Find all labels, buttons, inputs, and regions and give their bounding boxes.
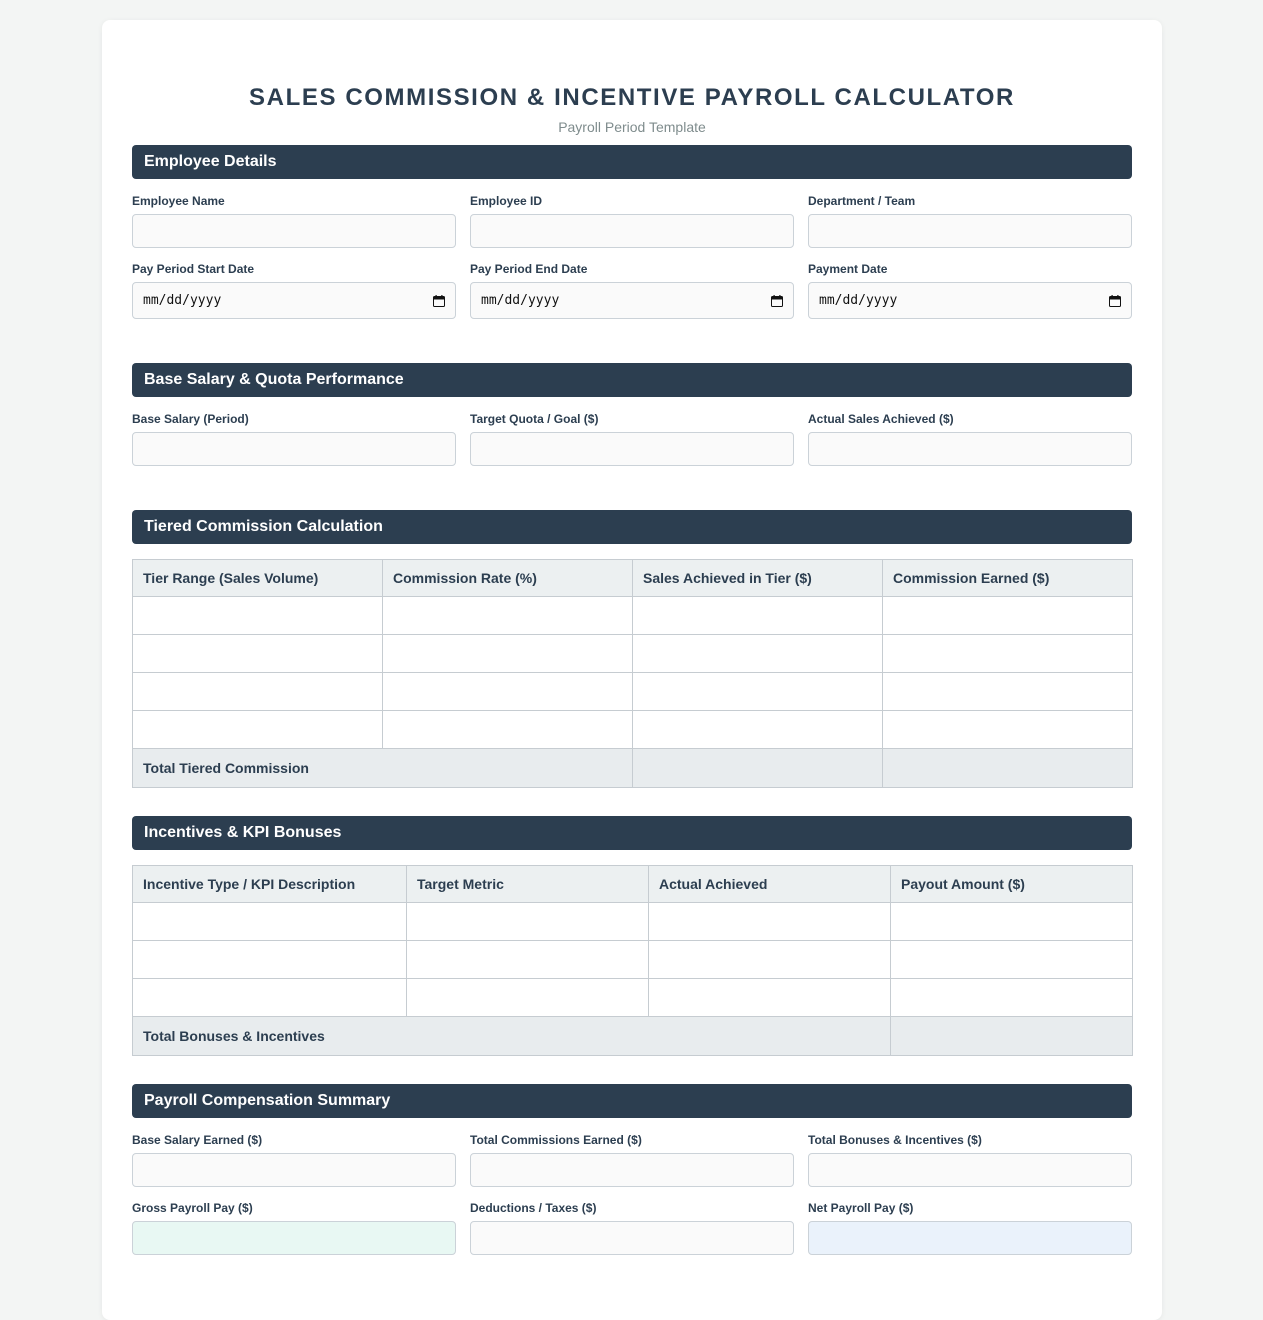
- payment-date-label: Payment Date: [808, 262, 888, 276]
- column-header: Sales Achieved in Tier ($): [633, 560, 883, 597]
- total-row: [133, 1017, 1133, 1056]
- end-date-input[interactable]: [470, 282, 794, 319]
- table-cell[interactable]: [133, 635, 383, 673]
- table-cell[interactable]: [633, 673, 883, 711]
- table-cell[interactable]: [891, 941, 1133, 979]
- table-cell[interactable]: [133, 941, 407, 979]
- net-pay-field: [808, 1201, 1132, 1255]
- start-date-input[interactable]: [132, 282, 456, 319]
- total-bonuses-input[interactable]: [808, 1153, 1132, 1187]
- department-input[interactable]: [808, 214, 1132, 248]
- calculator-card: [102, 20, 1162, 1320]
- gross-pay-label: Gross Payroll Pay ($): [132, 1201, 253, 1215]
- total-bonuses-label: Total Bonuses & Incentives: [133, 1017, 891, 1056]
- table-cell[interactable]: [133, 711, 383, 749]
- table-header-row: [133, 866, 1133, 903]
- deductions-label: Deductions / Taxes ($): [470, 1201, 597, 1215]
- employee-id-label: Employee ID: [470, 194, 543, 208]
- table-cell[interactable]: [383, 635, 633, 673]
- deductions-field: [470, 1201, 794, 1255]
- page-title: SALES COMMISSION & INCENTIVE PAYROLL CALCULATOR: [249, 84, 1015, 111]
- table-cell[interactable]: [407, 979, 649, 1017]
- net-pay-label: Net Payroll Pay ($): [808, 1201, 914, 1215]
- table-row: [133, 941, 1133, 979]
- total-commissions-field: [470, 1133, 794, 1187]
- column-header: Target Metric: [407, 866, 649, 903]
- target-quota-label: Target Quota / Goal ($): [470, 412, 599, 426]
- end-date-placeholder: mm/dd/yyyy: [481, 293, 560, 308]
- table-cell[interactable]: [133, 979, 407, 1017]
- table-row: [133, 903, 1133, 941]
- target-quota-field: [470, 412, 794, 466]
- actual-sales-field: [808, 412, 1132, 466]
- total-tiered-commission-label: Total Tiered Commission: [133, 749, 633, 788]
- end-date-label: Pay Period End Date: [470, 262, 588, 276]
- section-header-employee-details: Employee Details: [132, 145, 1132, 179]
- base-salary-earned-field: [132, 1133, 456, 1187]
- table-cell[interactable]: [383, 673, 633, 711]
- base-salary-earned-input[interactable]: [132, 1153, 456, 1187]
- total-cell[interactable]: [891, 1017, 1133, 1056]
- incentives-table: [132, 865, 1133, 1056]
- section-header-base-salary: Base Salary & Quota Performance: [132, 363, 1132, 397]
- gross-pay-field: [132, 1201, 456, 1255]
- table-cell[interactable]: [383, 597, 633, 635]
- table-cell[interactable]: [383, 711, 633, 749]
- table-cell[interactable]: [891, 903, 1133, 941]
- table-cell[interactable]: [883, 635, 1133, 673]
- table-row: [133, 635, 1133, 673]
- deductions-input[interactable]: [470, 1221, 794, 1255]
- base-salary-field: [132, 412, 456, 466]
- section-header-summary: Payroll Compensation Summary: [132, 1084, 1132, 1118]
- net-pay-input[interactable]: [808, 1221, 1132, 1255]
- table-cell[interactable]: [891, 979, 1133, 1017]
- column-header: Tier Range (Sales Volume): [133, 560, 383, 597]
- table-cell[interactable]: [133, 597, 383, 635]
- table-cell[interactable]: [633, 597, 883, 635]
- column-header: Incentive Type / KPI Description: [133, 866, 407, 903]
- total-bonuses-field: [808, 1133, 1132, 1187]
- table-row: [133, 673, 1133, 711]
- payment-date-field: [808, 262, 1132, 319]
- table-cell[interactable]: [883, 597, 1133, 635]
- total-cell[interactable]: [633, 749, 883, 788]
- base-salary-label: Base Salary (Period): [132, 412, 249, 426]
- column-header: Payout Amount ($): [891, 866, 1133, 903]
- target-quota-input[interactable]: [470, 432, 794, 466]
- table-cell[interactable]: [407, 941, 649, 979]
- table-cell[interactable]: [407, 903, 649, 941]
- table-cell[interactable]: [133, 673, 383, 711]
- table-cell[interactable]: [649, 941, 891, 979]
- start-date-placeholder: mm/dd/yyyy: [143, 293, 222, 308]
- table-cell[interactable]: [883, 711, 1133, 749]
- table-cell[interactable]: [133, 903, 407, 941]
- total-row: [133, 749, 1133, 788]
- employee-id-field: [470, 194, 794, 248]
- total-commissions-input[interactable]: [470, 1153, 794, 1187]
- employee-id-input[interactable]: [470, 214, 794, 248]
- column-header: Commission Earned ($): [883, 560, 1133, 597]
- total-cell[interactable]: [883, 749, 1133, 788]
- column-header: Actual Achieved: [649, 866, 891, 903]
- start-date-label: Pay Period Start Date: [132, 262, 255, 276]
- table-cell[interactable]: [633, 711, 883, 749]
- table-cell[interactable]: [633, 635, 883, 673]
- table-header-row: [133, 560, 1133, 597]
- table-cell[interactable]: [649, 979, 891, 1017]
- calendar-icon[interactable]: [433, 295, 445, 307]
- total-bonuses-field-label: Total Bonuses & Incentives ($): [808, 1133, 982, 1147]
- start-date-field: [132, 262, 456, 319]
- table-row: [133, 597, 1133, 635]
- end-date-field: [470, 262, 794, 319]
- base-salary-earned-label: Base Salary Earned ($): [132, 1133, 263, 1147]
- page-subtitle: Payroll Period Template: [558, 119, 706, 135]
- actual-sales-label: Actual Sales Achieved ($): [808, 412, 954, 426]
- actual-sales-input[interactable]: [808, 432, 1132, 466]
- section-header-tiered-commission: Tiered Commission Calculation: [132, 510, 1132, 544]
- column-header: Commission Rate (%): [383, 560, 633, 597]
- tiered-commission-table: [132, 559, 1133, 788]
- calendar-icon[interactable]: [771, 295, 783, 307]
- table-row: [133, 979, 1133, 1017]
- department-field: [808, 194, 1132, 248]
- payment-date-placeholder: mm/dd/yyyy: [819, 293, 898, 308]
- department-label: Department / Team: [808, 194, 916, 208]
- table-row: [133, 711, 1133, 749]
- table-cell[interactable]: [883, 673, 1133, 711]
- employee-name-field: [132, 194, 456, 248]
- base-salary-input[interactable]: [132, 432, 456, 466]
- employee-name-input[interactable]: [132, 214, 456, 248]
- calendar-icon[interactable]: [1109, 295, 1121, 307]
- section-header-incentives: Incentives & KPI Bonuses: [132, 816, 1132, 850]
- payment-date-input[interactable]: [808, 282, 1132, 319]
- total-commissions-label: Total Commissions Earned ($): [470, 1133, 642, 1147]
- employee-name-label: Employee Name: [132, 194, 225, 208]
- gross-pay-input[interactable]: [132, 1221, 456, 1255]
- table-cell[interactable]: [649, 903, 891, 941]
